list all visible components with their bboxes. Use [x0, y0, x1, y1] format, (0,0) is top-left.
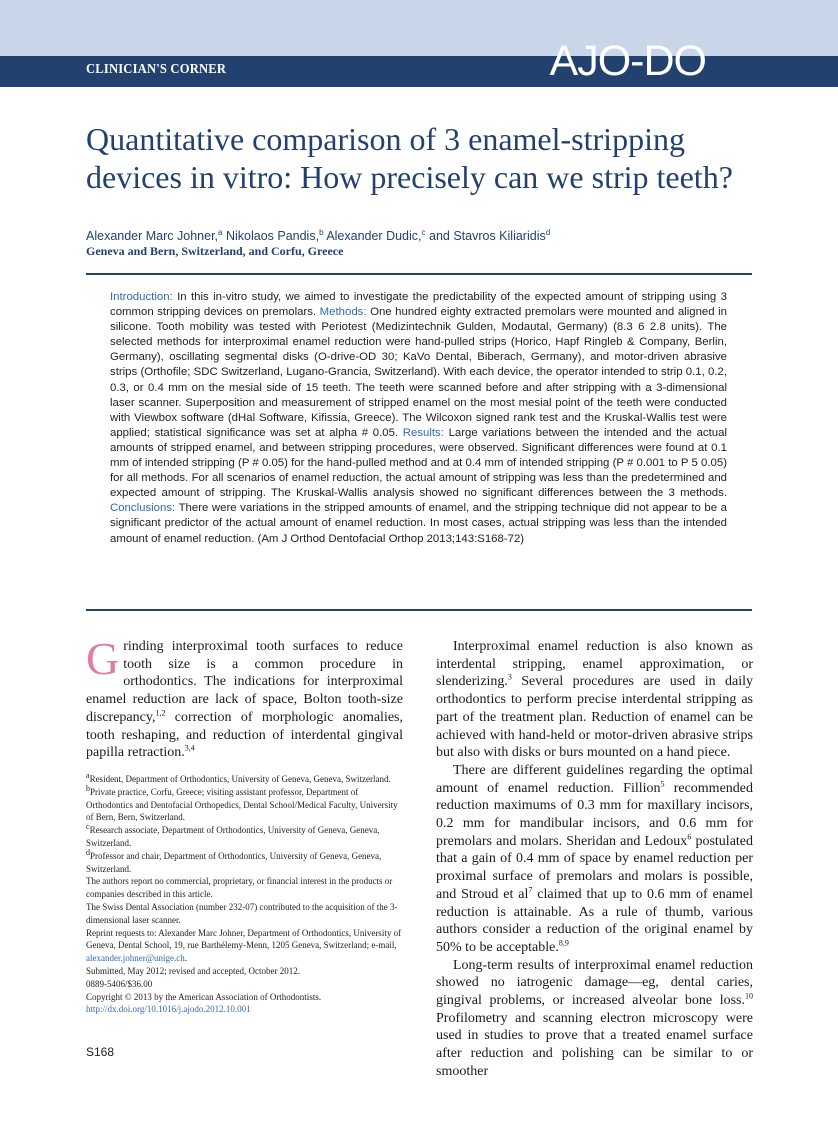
footnote-mark: b	[86, 783, 90, 793]
footnote-text: Research associate, Department of Orthodontics, University of Geneva, Geneva, Switzerland.	[86, 825, 380, 848]
abstract-results-head: Results:	[402, 426, 444, 439]
paragraph-text: claimed that up to 0.6 mm of enamel reduction is attainable. As a rule of thumb, various authors consider a reduction of the original enamel by 50% to be acceptable.	[436, 886, 753, 955]
author-name: Alexander Marc Johner,	[86, 229, 219, 243]
page-number: S168	[86, 1045, 115, 1059]
drop-cap: G	[86, 633, 120, 684]
author-list	[86, 228, 766, 244]
email-link[interactable]: alexander.johner@unige.ch	[86, 953, 185, 964]
paragraph-text: postulated that a gain of 0.4 mm of space by enamel reduction per proximal surface of premolars and molars is possible, and Stroud et al	[436, 833, 754, 902]
footnotes	[86, 773, 403, 1016]
issn: 0889-5406/$36.00	[86, 978, 153, 989]
author-affil-mark: c	[421, 227, 426, 237]
section-label: CLINICIAN'S CORNER	[86, 62, 227, 77]
citation-mark: 8,9	[558, 938, 569, 948]
body-right-column	[436, 638, 753, 1081]
author-affil-mark: d	[545, 227, 551, 237]
paragraph-text: rinding interproximal tooth surfaces to reduce tooth size is a common procedure in orthodontics. The indications for interproximal enamel reduction are lack of space, Bolton tooth-size discrepancy,	[86, 639, 403, 725]
doi-link[interactable]: http://dx.doi.org/10.1016/j.ajodo.2012.10.001	[86, 1004, 251, 1015]
paragraph	[436, 957, 753, 1081]
reprint-text-end: .	[184, 953, 187, 964]
author-affil-mark: a	[218, 227, 223, 237]
body-left-column	[86, 633, 403, 762]
footnote-d	[86, 847, 403, 876]
footnote-text: Private practice, Corfu, Greece; visiting assistant professor, Department of Orthodontics and Dentofacial Orthopedics, Dental School/Medical Faculty, University of Bern, Bern, Switzerland.	[86, 786, 398, 823]
conflict-statement: The authors report no commercial, proprietary, or financial interest in the products or companies described in this article.	[86, 876, 393, 900]
paragraph-text: Long-term results of interproximal enamel reduction showed no iatrogenic damage—eg, dental caries, gingival problems, or increased alveolar bone loss.	[436, 957, 753, 1009]
abstract-methods: One hundred eighty extracted premolars were mounted and aligned in silicone. Tooth mobility was tested with Periotest (Medizintechnik Gulden, Modautal, Germany) (8.3 6 2.8 units). The selected methods for interproximal enamel reduction were hand-pulled strips (Horico, Hapf Ringleb & Company, Berlin, Germany), oscillating segmental disks (O-drive-OD 30; KaVo Dental, Biberach, Germany), and motor-driven abrasive strips (Orthofile; SDC Switzerland, Lugano-Grancia, Switzerland). With each device, the operator intended to strip 0.1, 0.2, 0.3, or 0.4 mm on the mesial side of 15 teeth. The teeth were scanned before and after stripping with a 3-dimensional laser scanner. Superposition and measurement of stripped enamel on the most mesial point of the teeth were conducted with Viewbox software (dHal Software, Kifissia, Greece). The Wilcoxon signed rank test and the Kruskal-Wallis test were applied; statistical significance was set at alpha # 0.05.	[110, 306, 727, 439]
author-name: and Stavros Kiliaridis	[429, 229, 546, 243]
citation-mark: 7	[528, 885, 533, 895]
paragraph-text: Profilometry and scanning electron microscopy were used in studies to prove that a treated enamel surface after reduction and polishing can be similar to or smoother	[436, 1010, 753, 1079]
header-top-band	[0, 0, 838, 56]
paragraph-text: Several procedures are used in daily orthodontics to perform precise interdental stripping as part of the treatment plan. Reduction of enamel can be achieved with hand-held or motor-driven abrasive strips but also with disks or burs mounted on a hand piece.	[436, 674, 753, 761]
citation-mark: 1,2	[155, 708, 166, 718]
affiliation: Geneva and Bern, Switzerland, and Corfu, Greece	[86, 244, 344, 258]
reprint-text: Reprint requests to: Alexander Marc Johner, Department of Orthodontics, University of Geneva, Dental School, 19, rue Barthélemy-Menn, 1205 Geneva, Switzerland; e-mail,	[86, 927, 402, 951]
abstract-intro: In this in-vitro study, we aimed to investigate the predictability of the expected amount of stripping using 3 common stripping devices on premolars.	[110, 291, 727, 319]
footnote-c	[86, 824, 403, 850]
footnote-a	[86, 773, 403, 786]
footnote-mark: d	[86, 847, 90, 857]
author-name: Nikolaos Pandis,	[225, 229, 320, 243]
footnote-b	[86, 783, 403, 824]
abstract-intro-head: Introduction:	[110, 291, 173, 303]
article-title: Quantitative comparison of 3 enamel-stripping devices in vitro: How precisely can we strip teeth?	[86, 121, 733, 195]
intro-paragraph	[86, 633, 403, 762]
abstract-top-rule	[86, 273, 752, 275]
abstract-methods-head: Methods:	[319, 306, 367, 319]
abstract-conclusions: There were variations in the stripped amounts of enamel, and the stripping technique did not appear to be a significant predictor of the actual amount of enamel reduction. In most cases, actual stripping was less than the intended amount of enamel reduction. (Am J Orthod Dentofacial Orthop 2013;143:S168-72)	[110, 502, 727, 545]
copyright: Copyright © 2013 by the American Association of Orthodontists.	[86, 991, 322, 1002]
abstract-bottom-rule	[86, 609, 752, 611]
paragraph	[436, 638, 753, 762]
footnote-mark: c	[86, 822, 90, 832]
paragraph-text: recommended reduction maximums of 0.3 mm for maxillary incisors, 0.2 mm for mandibular incisors, and 0.6 mm for premolars and molars. Sheridan and Ledoux	[436, 780, 753, 849]
paragraph-text: There are different guidelines regarding the optimal amount of enamel reduction. Fillion	[436, 762, 753, 796]
footnote-text: Professor and chair, Department of Orthodontics, University of Geneva, Geneva, Switzerland.	[86, 850, 382, 874]
citation-mark: 3,4	[184, 743, 195, 753]
submission-dates: Submitted, May 2012; revised and accepted, October 2012.	[86, 965, 300, 976]
author-affil-mark: b	[319, 227, 324, 237]
footnote-mark: a	[86, 771, 90, 780]
grant-statement: The Swiss Dental Association (number 232-07) contributed to the acquisition of the 3-dimensional laser scanner.	[86, 901, 398, 925]
paragraph-text: correction of morphologic anomalies, tooth reshaping, and reduction of interdental gingival papilla retraction.	[86, 709, 403, 761]
reprint-requests	[86, 927, 403, 965]
abstract	[110, 290, 727, 547]
citation-mark: 3	[507, 672, 512, 682]
citation-mark: 6	[687, 832, 692, 842]
journal-logo: AJO-DO	[549, 37, 706, 85]
paragraph-text: Interproximal enamel reduction is also known as interdental stripping, enamel approximation, or slenderizing.	[436, 639, 753, 690]
abstract-conclusions-head: Conclusions:	[110, 502, 176, 515]
citation-mark: 5	[660, 778, 665, 788]
author-name: Alexander Dudic,	[326, 229, 422, 243]
footnote-text: Resident, Department of Orthodontics, University of Geneva, Geneva, Switzerland.	[89, 774, 391, 784]
citation-mark: 10	[745, 991, 753, 1001]
paragraph	[436, 762, 753, 957]
abstract-results: Large variations between the intended and the actual amounts of stripped enamel, and between stripping procedures, were observed. Significant differences were found at 0.1 mm of intended stripping (P # 0.05) for the hand-pulled method and at 0.4 mm of intended stripping (P # 0.001 to P 5 0.05) for all methods. For all scenarios of enamel reduction, the actual amount of stripping was less than the predetermined and expected amount of stripping. The Kruskal-Wallis analysis showed no significant differences between the 3 methods.	[110, 426, 727, 500]
